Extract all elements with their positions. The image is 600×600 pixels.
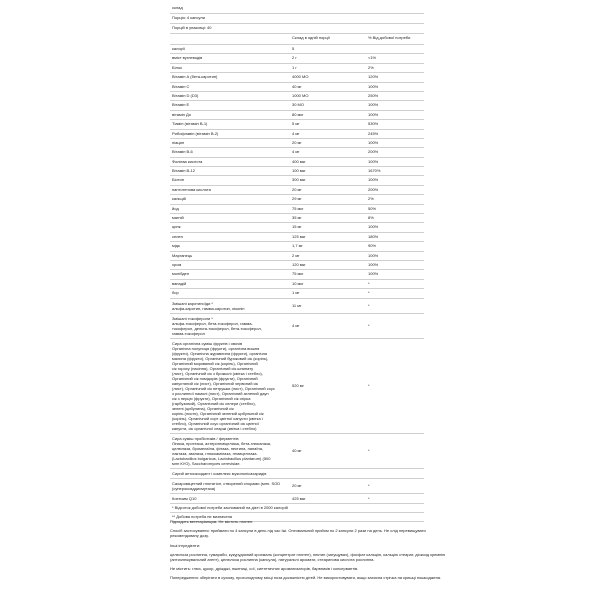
nutrient-row: Вітамін С 40 мг 100%	[170, 83, 424, 92]
footnote-row: * Відсоток добової потреби заснований на дієті в 2000 калорій	[170, 504, 424, 513]
ingredient-block: Змішані каротиноїди * альфа-каротин, гамма-каротин, лікопін 11 мг *	[170, 299, 424, 314]
table-row: Порція: 4 капсули	[170, 14, 424, 24]
ingredient-block: Сира суміш пробіотиків / ферментів Ліпаза, протеаза, ахтерогеміцеліаза, бета-глюканаза, целюлаза, бромелаїна, фітаза, пектина, папаїна, лактаза, амілаза, глюкоамілаза, гемицеллаза. (Lactobacillus bulgaricus, Lactobacillus plantarum) (500 млн КУО), Saccharomyces cerevisiae. 40 мг *	[170, 434, 424, 469]
nutrient-row: бор 1 мг *	[170, 289, 424, 298]
nutrient-row: ніацин 20 мг 100%	[170, 139, 424, 148]
nutrient-row: Вітамін А (бета-каротин) 4000 МО 120%	[170, 73, 424, 82]
nutrient-row: мідь 1,7 мг 90%	[170, 242, 424, 251]
nutrient-row: молібден 75 мкг 100%	[170, 270, 424, 279]
nutrient-row: Тіамін (вітамін В-1) 5 мг 530%	[170, 120, 424, 129]
nutrient-row: пантотенова кислота 20 мг 200%	[170, 186, 424, 195]
notes-section: Підходить вегетаріанцям. Не містить глютен. Спосіб застосування: приймати по 4 капсули в день під час їжі. Оптимальний прийом по 2 капсули 2 рази на день. Не слід перевищувати рекомендовану дозу. Інші інгредієнти: целюлоза рослинна, гумараби, кукурудзяний крохмаль (концентрат глютен), пектин (загущувач), фосфат кальцію, кальцію стеарат, діоксид кремнію (антизлежувальний агент), целюлоза рослинна (капсула), натуральні аромати, стеаринова кислота рослинна. Не містить: глюз, цукор, дріжджі, пшениці, сої, синтетичних ароматизаторів, барвників і консервантів. Попередження: зберігати в сухому, прохолодному місці поза досяжністю дітей. Не використовувати, якщо захисна стрічка на кришці пошкоджена.	[170, 519, 446, 581]
nutrient-row: йод 75 мкг 50%	[170, 205, 424, 214]
nutrient-row: вітамін До 80 мкг 100%	[170, 111, 424, 120]
table-row: Порцій в упаковці: 40	[170, 24, 424, 34]
ingredient-block: Коензим Q10 425 мкг *	[170, 494, 424, 504]
nutrient-row: Вітамін Е 30 МО 100%	[170, 101, 424, 110]
ingredient-block: Сира органічна суміш фруктів і овочів Органічна полуниця (фрукти), органічна вишня (фрукти), Органічна журавлина (фрукти), органічна малина (фрукти), Органічний буряковий сік (корінь), Органічний морквяний сік (корінь), Органічний сік гороху (насіння), Органічний сік шпинату (лист), Органічний сік з брокколі (квітка і стебло), Органічний сік помідорів (фрукти), Органічний капустяний сік (лист), Органічний червоний сік (лист), Органічний сік петрушки (лист), Органічний соус з рослинної памолі (лист), Органічний зелений даун сік з перцю (фрукти), Органічний сік огірка (гарбузовий), Органічний сік селери (стебло), зелені (цибулина), Органічний сік корінь (листя), Органічний зелений цибульний сік (корінь), Органічний сорт цвітної капусти (квітка і стебло), Органічний соус органічний сік цвітної капусти, сік органічної спаржі (квітка і стебло) 520 мг *	[170, 339, 424, 434]
footnote-row: ** Добова потреба не визначена	[170, 513, 424, 522]
nutrient-row: магній 35 мг 8%	[170, 214, 424, 223]
nutrient-row: Вітамін D (D3) 1000 МО 250%	[170, 92, 424, 101]
nutrient-row: Вітамін В-12 100 мкг 1670%	[170, 167, 424, 176]
nutrient-row: калорії 5	[170, 45, 424, 54]
supplement-facts-table	[170, 4, 424, 522]
nutrient-row: вміст вуглеводів 2 г <1%	[170, 54, 424, 63]
ingredient-block: Сахароміцетний глютатіон, створений спорами (млн. SOD (супероксиддисмутаза) 20 мг *	[170, 479, 424, 494]
nutrient-row: хром 120 мкг 100%	[170, 261, 424, 270]
nutrient-row: Білок 1 г 2%	[170, 64, 424, 73]
nutrient-row: селен 125 мкг 180%	[170, 233, 424, 242]
table-header: Склад в одній порції % Від добової потреби	[170, 34, 424, 45]
ingredient-block: Сирий антиоксидант і комплекс мукополісахаридів	[170, 469, 424, 479]
nutrient-row: Марганець 2 мг 100%	[170, 252, 424, 261]
nutrient-row: Фолієва кислота 400 мкг 100%	[170, 158, 424, 167]
ingredient-block: Змішані токофероли * альфа-токоферол, бета-токоферол, гамма- токоферол, дельта-токоферол, бета-токоферол, гамма-токоферол 4 мг *	[170, 314, 424, 339]
nutrient-row: Рибофлавін (вітамін В-2) 4 мг 245%	[170, 130, 424, 139]
nutrient-row: ванадій 10 мкг *	[170, 280, 424, 289]
nutrient-row: цинк 15 мг 100%	[170, 223, 424, 232]
nutrient-row: Вітамін В-6 4 мг 200%	[170, 148, 424, 157]
nutrient-row: Біотин 300 мкг 100%	[170, 176, 424, 185]
nutrient-row: кальцій 29 мг 2%	[170, 195, 424, 204]
table-row: склад	[170, 4, 424, 14]
